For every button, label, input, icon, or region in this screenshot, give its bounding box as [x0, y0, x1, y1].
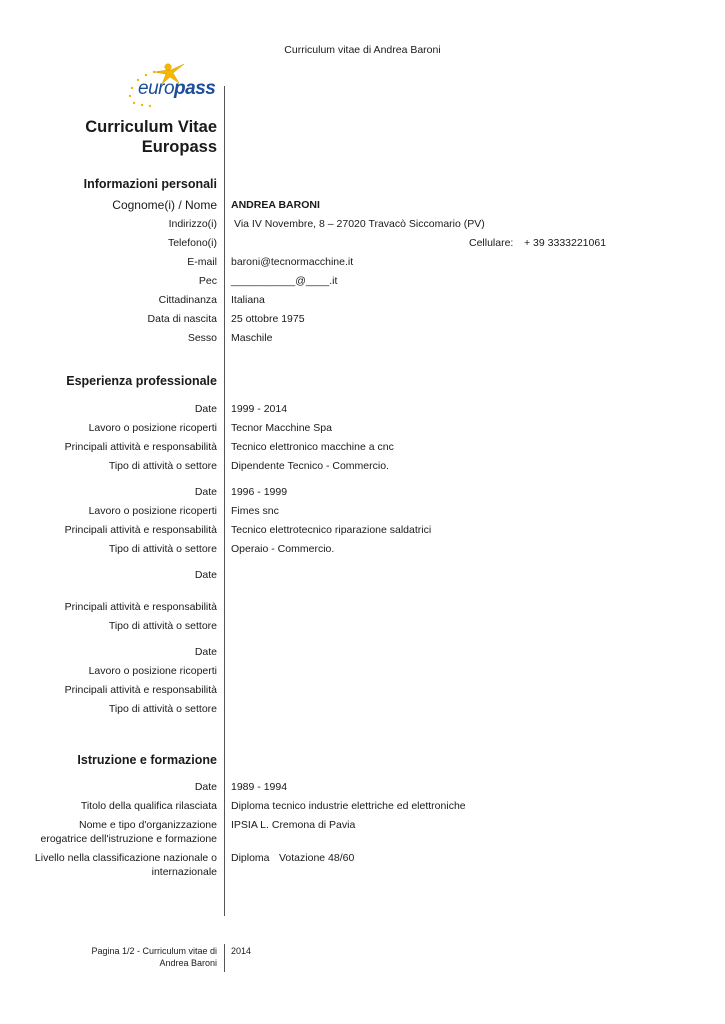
job4-position-label: Lavoro o posizione ricoperti [88, 665, 217, 677]
address-label: Indirizzo(i) [168, 218, 217, 230]
job4-date-label: Date [194, 646, 217, 658]
birth-value: 25 ottobre 1975 [231, 313, 305, 325]
job2-sector-label: Tipo di attività o settore [108, 543, 217, 555]
edu-org: IPSIA L. Cremona di Pavia [231, 819, 356, 831]
job2-date-label: Date [194, 486, 217, 498]
job1-position: Tecnor Macchine Spa [231, 422, 332, 434]
job1-date-label: Date [194, 403, 217, 415]
email-label: E-mail [187, 256, 217, 268]
job3-activities-label: Principali attività e responsabilità [64, 601, 217, 613]
edu-level-label-line2: internazionale [151, 866, 217, 878]
edu-level: Diploma [231, 852, 270, 864]
column-divider [224, 86, 225, 916]
pec-value: ___________@____.it [231, 275, 338, 287]
job2-sector: Operaio - Commercio. [231, 543, 335, 555]
job4-sector-label: Tipo di attività o settore [108, 703, 217, 715]
footer-year: 2014 [231, 946, 252, 956]
pec-label: Pec [198, 275, 217, 287]
job2-activities: Tecnico elettrotecnico riparazione saldatrici [231, 524, 432, 536]
birth-label: Data di nascita [147, 313, 217, 325]
mobile-value: + 39 3333221061 [524, 237, 607, 249]
job1-sector-label: Tipo di attività o settore [108, 460, 217, 472]
email-value[interactable]: baroni@tecnormacchine.it [231, 256, 354, 268]
edu-level-label-line1: Livello nella classificazione nazionale o [34, 852, 217, 864]
section-experience: Esperienza professionale [66, 374, 217, 388]
job3-date-label: Date [194, 569, 217, 581]
footer-page-line2: Andrea Baroni [159, 958, 217, 968]
footer-divider [224, 944, 225, 972]
page-header: Curriculum vitae di Andrea Baroni [284, 44, 441, 56]
sex-value: Maschile [231, 332, 273, 344]
edu-qualification: Diploma tecnico industrie elettriche ed elettroniche [231, 800, 466, 812]
job3-sector-label: Tipo di attività o settore [108, 620, 217, 632]
edu-date-label: Date [194, 781, 217, 793]
edu-org-label-line1: Nome e tipo d'organizzazione [78, 819, 217, 831]
job2-position-label: Lavoro o posizione ricoperti [88, 505, 217, 517]
section-education: Istruzione e formazione [77, 753, 217, 767]
job4-activities-label: Principali attività e responsabilità [64, 684, 217, 696]
job1-sector: Dipendente Tecnico - Commercio. [231, 460, 389, 472]
europass-logo [124, 58, 224, 108]
job1-position-label: Lavoro o posizione ricoperti [88, 422, 217, 434]
footer-page-line1: Pagina 1/2 - Curriculum vitae di [91, 946, 217, 956]
job1-activities: Tecnico elettronico macchine a cnc [231, 441, 394, 453]
logo-text-pass: pass [174, 78, 216, 99]
logo-text-euro: euro [138, 78, 175, 99]
job2-position: Fimes snc [231, 505, 279, 517]
mobile-label: Cellulare: [469, 237, 514, 249]
cv-subtitle: Europass [141, 138, 217, 156]
job2-date: 1996 - 1999 [231, 486, 288, 498]
name-value: ANDREA BARONI [231, 199, 320, 211]
name-label: Cognome(i) / Nome [112, 198, 217, 212]
edu-date: 1989 - 1994 [231, 781, 288, 793]
edu-grade: Votazione 48/60 [279, 852, 355, 864]
cv-title: Curriculum Vitae [85, 118, 217, 136]
sex-label: Sesso [187, 332, 217, 344]
address-value: Via IV Novembre, 8 – 27020 Travacò Siccomario (PV) [234, 218, 485, 230]
phone-label: Telefono(i) [167, 237, 217, 249]
citizenship-value: Italiana [231, 294, 265, 306]
citizenship-label: Cittadinanza [158, 294, 217, 306]
edu-qualification-label: Titolo della qualifica rilasciata [80, 800, 217, 812]
edu-org-label-line2: erogatrice dell'istruzione e formazione [40, 833, 217, 845]
section-personal: Informazioni personali [83, 177, 217, 191]
job1-date: 1999 - 2014 [231, 403, 288, 415]
job1-activities-label: Principali attività e responsabilità [64, 441, 217, 453]
job2-activities-label: Principali attività e responsabilità [64, 524, 217, 536]
